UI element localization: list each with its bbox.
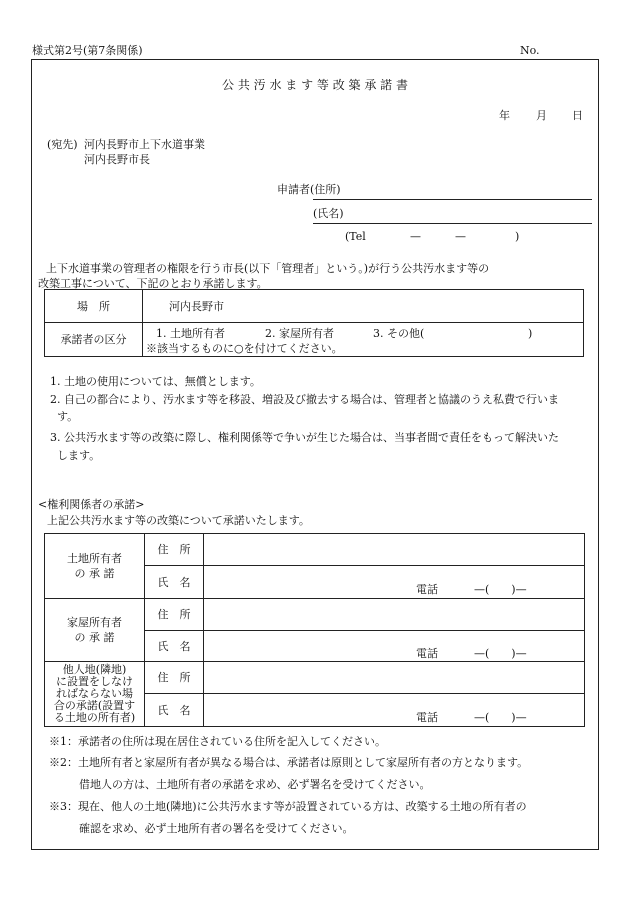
other-land-label: 他人地(隣地) に設置をしなけ ればならない場 合の承諾(設置す る土地の所有者)	[45, 662, 145, 727]
other-land-phone-format: —( )—	[474, 711, 527, 724]
form-frame	[31, 59, 599, 850]
addressee-line1: 河内長野市上下水道事業	[84, 138, 205, 151]
other-land-name-field[interactable]	[204, 694, 585, 727]
condition-3-line-2: します。	[57, 449, 101, 462]
option-other: 3. その他(	[373, 326, 425, 340]
land-owner-address-field[interactable]	[204, 534, 585, 566]
applicant-name-label: (氏名)	[313, 207, 344, 220]
note-1: ※1：承諾者の住所は現在居住されている住所を記入してください。	[49, 735, 386, 748]
house-owner-phone-format: —( )—	[474, 647, 527, 660]
date-day: 日	[572, 109, 583, 122]
other-land-address-label: 住 所	[145, 662, 204, 694]
category-label: 承諾者の区分	[45, 323, 143, 357]
applicant-address-line	[313, 199, 592, 200]
document-title: 公 共 汚 水 ま す 等 改 築 承 諾 書	[222, 78, 408, 92]
condition-1: 1. 土地の使用については、無償とします。	[50, 375, 261, 388]
applicant-name-line	[313, 223, 592, 224]
house-owner-address-label: 住 所	[145, 599, 204, 631]
no-label: No.	[520, 44, 540, 57]
note-3-line-2: 確認を求め、必ず土地所有者の署名を受けてください。	[79, 822, 354, 835]
other-land-name-label: 氏 名	[145, 694, 204, 727]
land-owner-label: 土地所有者 の 承 諾	[45, 534, 145, 599]
category-cell	[143, 323, 584, 357]
intro-line-2: 改築工事について、下記のとおり承諾します。	[38, 277, 268, 290]
note-2-line-2: 借地人の方は、土地所有者の承諾を求め、必ず署名を受けてください。	[79, 778, 431, 791]
house-owner-phone-label: 電話	[416, 647, 438, 660]
note-2-line-1: ※2：土地所有者と家屋所有者が異なる場合は、承諾者は原則として家屋所有者の方となります。	[49, 756, 529, 769]
option-other-close: )	[528, 326, 533, 340]
land-owner-phone-format: —( )—	[474, 583, 527, 596]
land-owner-phone-label: 電話	[416, 583, 438, 596]
applicant-label: 申請者(住所)	[277, 183, 341, 196]
date-month: 月	[536, 109, 547, 122]
category-note: ※該当するものに○を付けてください。	[146, 341, 343, 355]
condition-2-line-1: 2. 自己の都合により、汚水ます等を移設、増設及び撤去する場合は、管理者と協議のうえ私費で行いま	[50, 393, 559, 406]
rights-table	[44, 533, 585, 727]
intro-line-1: 上下水道事業の管理者の権限を行う市長(以下「管理者」という。)が行う公共汚水ます等の	[46, 262, 490, 275]
form-number: 様式第2号(第7条関係)	[32, 44, 143, 57]
house-owner-label: 家屋所有者 の 承 諾	[45, 599, 145, 662]
location-label: 場 所	[45, 290, 143, 323]
land-owner-name-label: 氏 名	[145, 566, 204, 599]
location-value: 河内長野市	[143, 290, 584, 323]
house-owner-name-label: 氏 名	[145, 631, 204, 662]
addressee-prefix: (宛先)	[47, 138, 78, 151]
note-3-line-1: ※3：現在、他人の土地(隣地)に公共汚水ます等が設置されている方は、改築する土地の所有者の	[49, 800, 527, 813]
addressee-line2: 河内長野市長	[84, 153, 150, 166]
date-year: 年	[499, 109, 510, 122]
land-owner-name-field[interactable]	[204, 566, 585, 599]
option-house-owner: 2. 家屋所有者	[265, 326, 334, 340]
condition-3-line-1: 3. 公共汚水ます等の改築に際し、権利関係等で争いが生じた場合は、当事者間で責任をもって解決いた	[50, 431, 559, 444]
tel-close: )	[515, 230, 520, 243]
other-land-address-field[interactable]	[204, 662, 585, 694]
info-table	[44, 289, 584, 357]
tel-dash-1: —	[410, 230, 421, 243]
rights-heading: <権利関係者の承諾>	[38, 498, 145, 511]
other-land-phone-label: 電話	[416, 711, 438, 724]
rights-intro: 上記公共汚水ます等の改築について承諾いたします。	[47, 514, 310, 527]
condition-2-line-2: す。	[57, 410, 79, 423]
house-owner-name-field[interactable]	[204, 631, 585, 662]
tel-label: (Tel	[345, 230, 366, 243]
house-owner-address-field[interactable]	[204, 599, 585, 631]
option-land-owner: 1. 土地所有者	[156, 326, 225, 340]
land-owner-address-label: 住 所	[145, 534, 204, 566]
tel-dash-2: —	[455, 230, 466, 243]
